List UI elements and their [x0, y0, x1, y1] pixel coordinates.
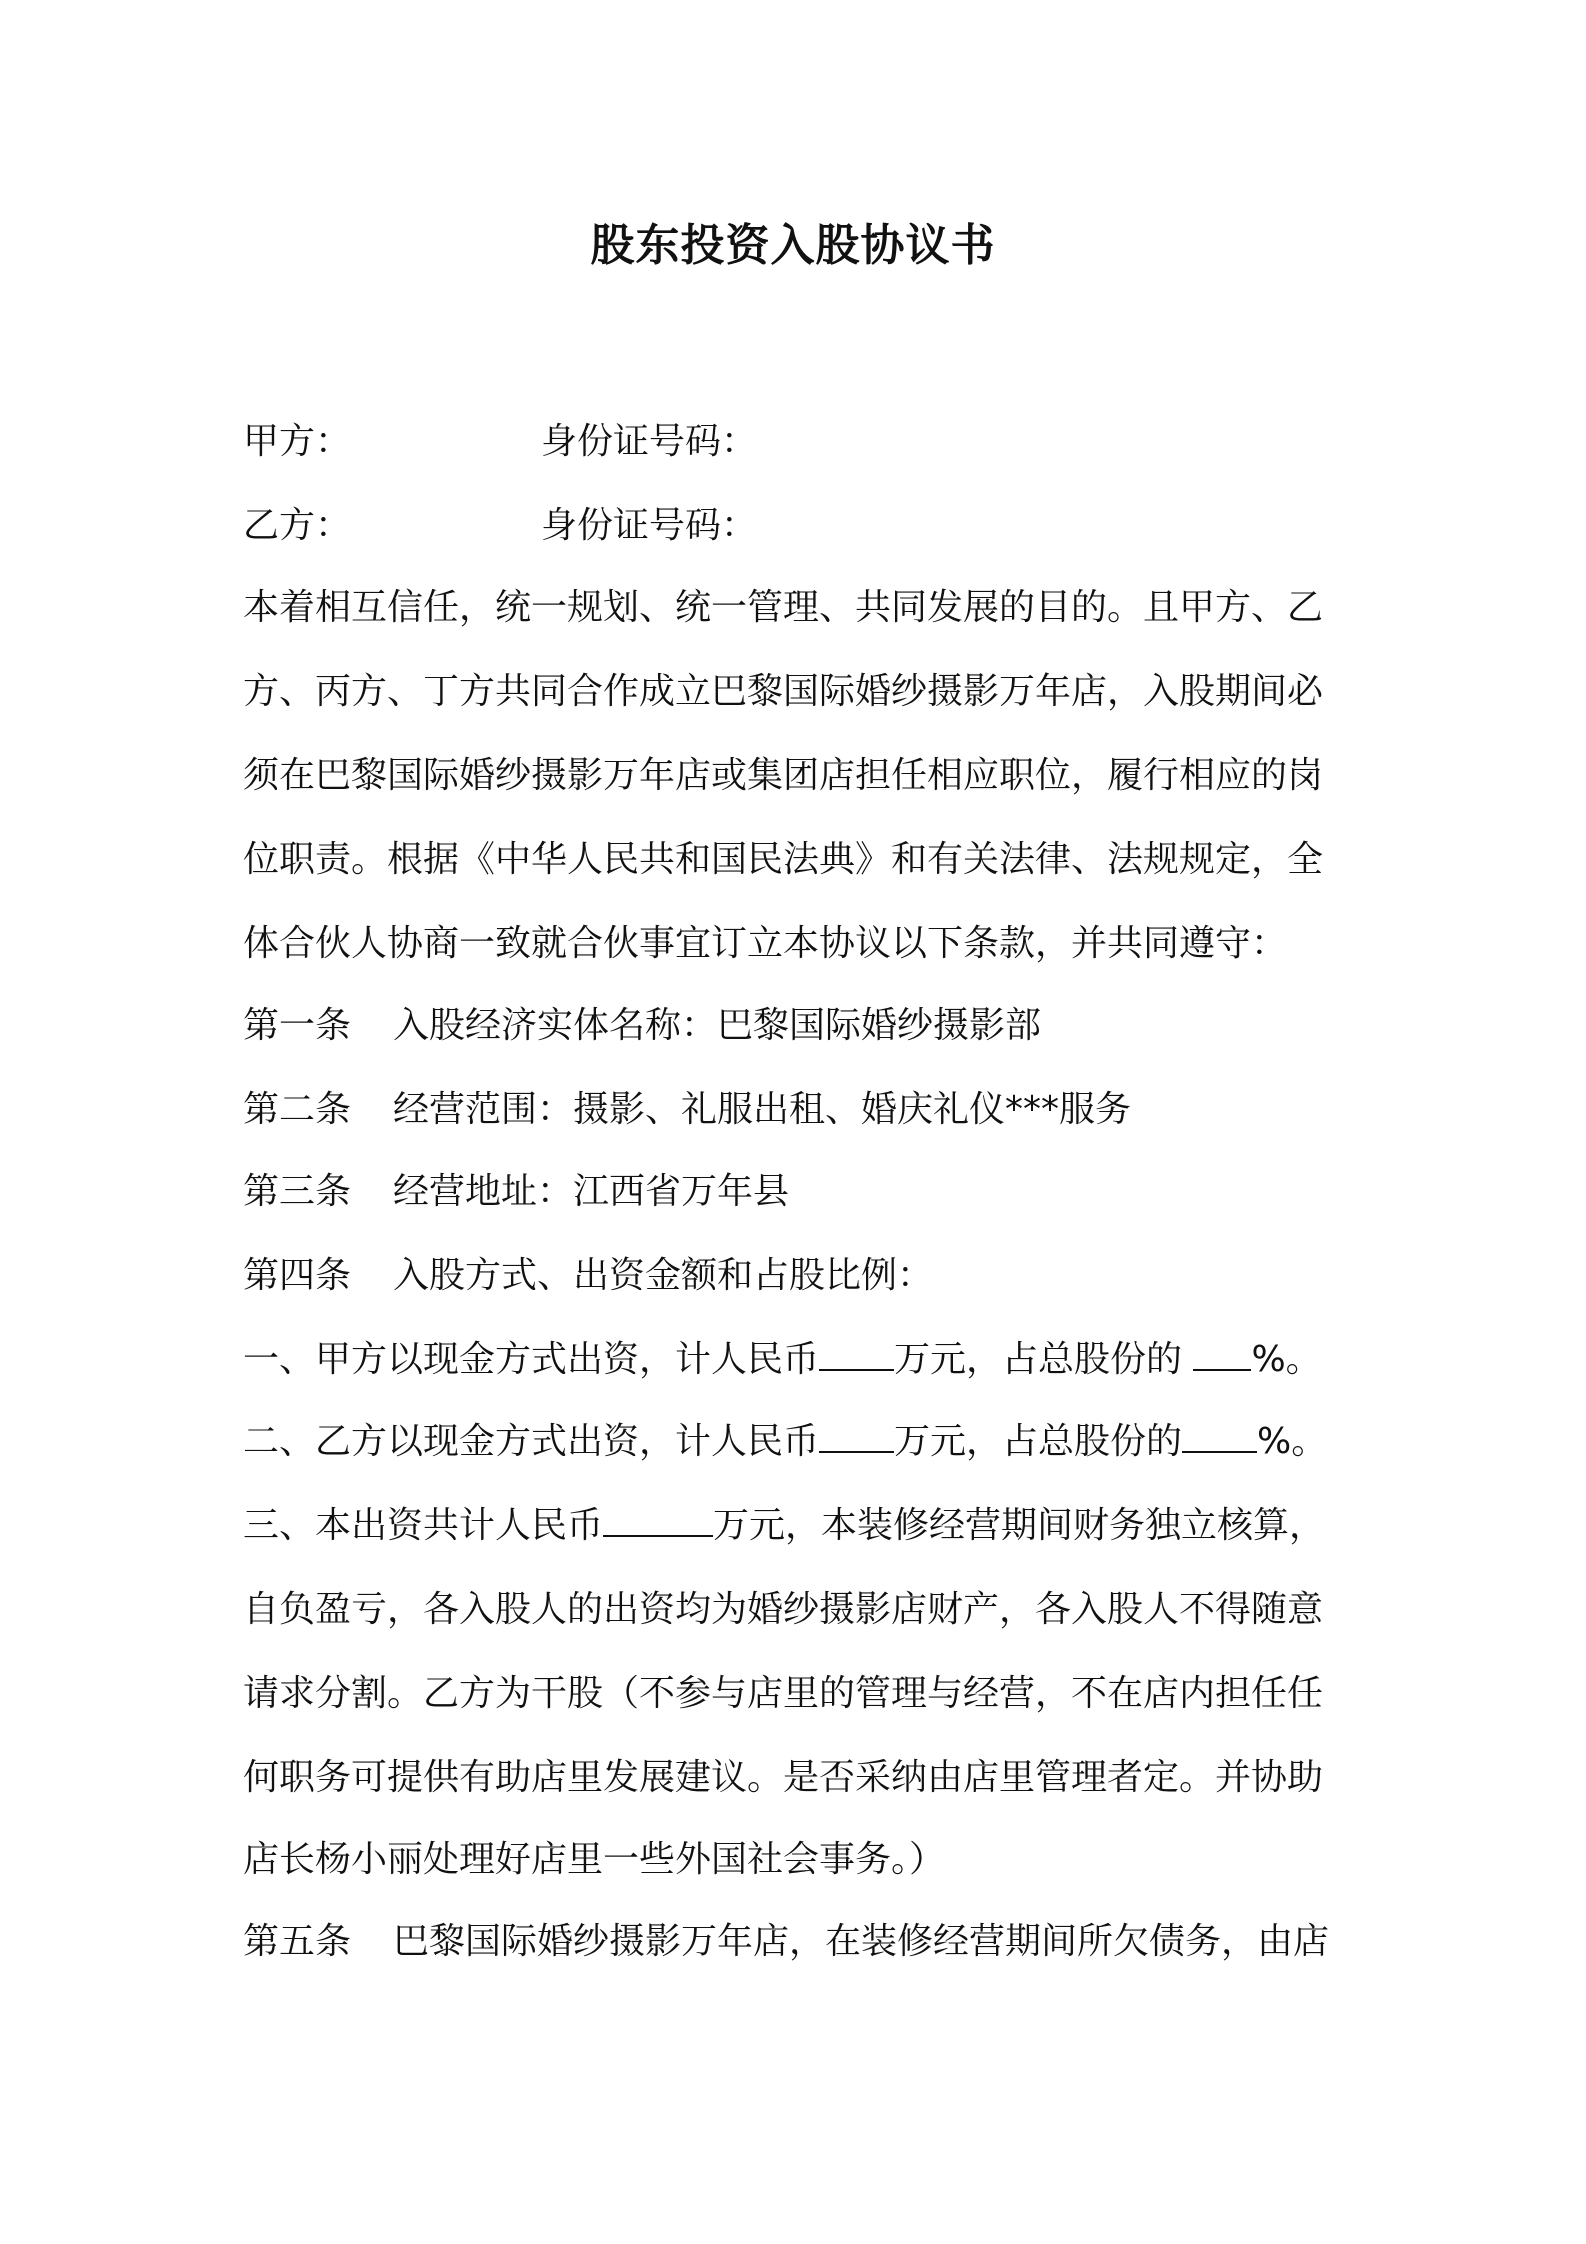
contribution-a-text: %。	[1251, 1339, 1322, 1380]
preamble-line: 本着相互信任，统一规划、统一管理、共同发展的目的。且甲方、乙	[243, 587, 1324, 628]
article-text: 巴黎国际婚纱摄影万年店，在装修经营期间所欠债务，由店	[393, 1921, 1330, 1962]
contribution-b-text: %。	[1257, 1421, 1328, 1462]
percent-blank	[1193, 1337, 1251, 1371]
amount-blank	[819, 1337, 894, 1371]
total-continued-line: 店长杨小丽处理好店里一些外国社会事务。）	[243, 1839, 946, 1880]
article-label: 第五条	[243, 1921, 352, 1962]
amount-blank	[819, 1419, 894, 1453]
contribution-a-text: 万元，占总股份的	[894, 1339, 1194, 1380]
contribution-a-text: 一、甲方以现金方式出资，计人民币	[243, 1339, 820, 1380]
preamble-line: 体合伙人协商一致就合伙事宜订立本协议以下条款，并共同遵守：	[243, 923, 1288, 964]
party-a-id-label: 身份证号码：	[541, 421, 758, 462]
article-text: 入股经济实体名称：巴黎国际婚纱摄影部	[393, 1005, 1042, 1046]
party-a-line	[243, 416, 1363, 468]
preamble-line: 须在巴黎国际婚纱摄影万年店或集团店担任相应职位，履行相应的岗	[243, 755, 1324, 796]
article-2	[243, 1084, 1363, 1136]
article-text: 经营地址：江西省万年县	[393, 1171, 790, 1212]
article-label: 第二条	[243, 1089, 352, 1130]
party-b-id-label: 身份证号码：	[541, 505, 758, 546]
contribution-b-line	[243, 1416, 1363, 1468]
document-title: 股东投资入股协议书	[590, 220, 996, 271]
total-line	[243, 1500, 1363, 1552]
preamble-line: 方、丙方、丁方共同合作成立巴黎国际婚纱摄影万年店，入股期间必	[243, 671, 1324, 712]
preamble-line: 位职责。根据《中华人民共和国民法典》和有关法律、法规规定，全	[243, 839, 1324, 880]
contribution-b-text: 万元，占总股份的	[894, 1421, 1183, 1462]
total-continued-line: 何职务可提供有助店里发展建议。是否采纳由店里管理者定。并协助	[243, 1757, 1324, 1798]
article-text: 入股方式、出资金额和占股比例：	[393, 1255, 934, 1296]
article-3	[243, 1166, 1363, 1218]
total-text: 万元，本装修经营期间财务独立核算，	[713, 1505, 1326, 1546]
article-text: 经营范围：摄影、礼服出租、婚庆礼仪***服务	[393, 1089, 1132, 1130]
article-1	[243, 1000, 1363, 1052]
total-amount-blank	[603, 1503, 713, 1537]
total-continued-line: 自负盈亏，各入股人的出资均为婚纱摄影店财产，各入股人不得随意	[243, 1589, 1324, 1630]
party-b-label: 乙方：	[243, 505, 352, 546]
contribution-b-text: 二、乙方以现金方式出资，计人民币	[243, 1421, 820, 1462]
article-4	[243, 1250, 1363, 1302]
party-a-label: 甲方：	[243, 421, 352, 462]
percent-blank	[1182, 1419, 1257, 1453]
party-b-line	[243, 500, 1363, 552]
total-continued-line: 请求分割。乙方为干股（不参与店里的管理与经营，不在店内担任任	[243, 1673, 1324, 1714]
article-5	[243, 1916, 1363, 1968]
contribution-a-line	[243, 1334, 1363, 1386]
article-label: 第四条	[243, 1255, 352, 1296]
total-text: 三、本出资共计人民币	[243, 1505, 604, 1546]
article-label: 第一条	[243, 1005, 352, 1046]
article-label: 第三条	[243, 1171, 352, 1212]
